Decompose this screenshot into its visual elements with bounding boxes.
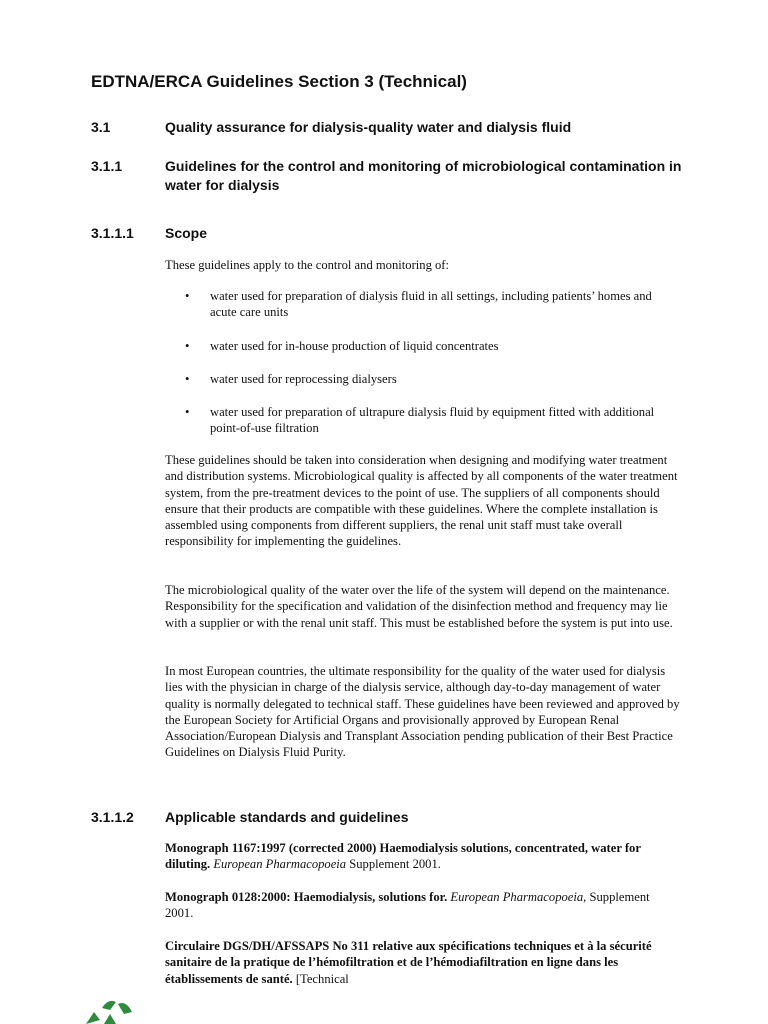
paragraph-maintenance: The microbiological quality of the water over the life of the system will depend on the maintenance. Responsibility for the specification and validation of the disinfection method and frequency may lie with a supplier or with the renal unit staff. This must be established before the system is put into use. <box>165 583 673 630</box>
bullet-icon: • <box>185 289 190 303</box>
document-page: EDTNA/ERCA Guidelines Section 3 (Technical) 3.1 Quality assurance for dialysis-quality water and dialysis fluid 3.1.1 Guidelines for the control and monitoring of microbiological contamination in water for dialysis 3.1.1.1 Scope These guidelines apply to the control and monitoring of: • water used for preparation of dialysis fluid in all settings, including patients’ homes and acute care units • water used for in-house production of liquid concentrates • water used for reprocessing dialysers • water used for preparation of ultrapure dialysis fluid by equipment fitted with additional point-of-use filtration These guidelines should be taken into consideration when designing and modifying water treatment and distribution systems. Microbiological quality is affected by all components of the water treatment system, from the pre-treatment devices to the point of use. The suppliers of all components should ensure that their products are compatible with these guidelines. Where the complete installation is assembled using components from different suppliers, the renal unit staff must take overall responsibility for implementing the guidelines. The microbiological quality of the water over the life of the system will depend on the maintenance. Responsibility for the specification and validation of the disinfection method and frequency may lie with a supplier or with the renal unit staff. This must be established before the system is put into use. In most European countries, the ultimate responsibility for the quality of the water used for dialysis lies with the physician in charge of the dialysis service, although day-to-day management of water quality is normally delegated to technical staff. These guidelines have been reviewed and approved by the European Society for Artificial Organs and provisionally approved by European Renal Association/European Dialysis and Transplant Association pending publication of their Best Practice Guidelines on Dialysis Fluid Purity. 3.1.1.2 Applicable standards and guidelines Monograph 1167:1997 (corrected 2000) Haemodialysis solutions, concentrated, water for diluting. European Pharmacopoeia Supplement 2001. Monograph 0128:2000: Haemodialysis, solutions for. European Pharmacopoeia, Supplement 2001. Circulaire DGS/DH/AFSSAPS No 311 relative aux spécifications techniques et à la sécurité sanitaire de la pratique de l’hémofiltration et de l’hémodiafiltration en ligne dans les établissements de santé. [Technical <box>0 0 768 1024</box>
bullet-icon: • <box>185 405 190 419</box>
reference-monograph-1167: Monograph 1167:1997 (corrected 2000) Haemodialysis solutions, concentrated, water for diluting. European Pharmacopoeia Supplement 2001. <box>165 841 641 872</box>
bullet-icon: • <box>185 339 190 353</box>
section-number: 3.1 <box>91 119 111 135</box>
scope-intro: These guidelines apply to the control and monitoring of: <box>165 258 449 272</box>
edtna-logo-icon <box>80 998 140 1024</box>
section-number: 3.1.1.2 <box>91 809 134 825</box>
reference-monograph-0128: Monograph 0128:2000: Haemodialysis, solutions for. European Pharmacopoeia, Supplement 2001. <box>165 890 650 921</box>
section-number: 3.1.1 <box>91 158 123 174</box>
section-title: Quality assurance for dialysis-quality water and dialysis fluid <box>165 119 572 135</box>
document-title: EDTNA/ERCA Guidelines Section 3 (Technical) <box>91 72 467 91</box>
section-title: Guidelines for the control and monitoring of microbiological contamination in water for dialysis <box>165 158 682 193</box>
paragraph-design: These guidelines should be taken into consideration when designing and modifying water treatment and distribution systems. Microbiological quality is affected by all components of the water treatment system, from the pre-treatment devices to the point of use. The suppliers of all components should ensure that their products are compatible with these guidelines. Where the complete installation is assembled using components from different suppliers, the renal unit staff must take overall responsibility for implementing the guidelines. <box>165 453 678 549</box>
section-number: 3.1.1.1 <box>91 225 134 241</box>
bullet-icon: • <box>185 372 190 386</box>
reference-circulaire: Circulaire DGS/DH/AFSSAPS No 311 relative aux spécifications techniques et à la sécurité sanitaire de la pratique de l’hémofiltration et de l’hémodiafiltration en ligne dans les établissements de santé. [Technical <box>165 939 652 986</box>
section-title: Applicable standards and guidelines <box>165 809 409 825</box>
paragraph-responsibility: In most European countries, the ultimate responsibility for the quality of the water used for dialysis lies with the physician in charge of the dialysis service, although day-to-day management of water quality is normally delegated to technical staff. These guidelines have been reviewed and approved by the European Society for Artificial Organs and provisionally approved by European Renal Association/European Dialysis and Transplant Association pending publication of their Best Practice Guidelines on Dialysis Fluid Purity. <box>165 664 680 760</box>
section-title: Scope <box>165 225 208 241</box>
